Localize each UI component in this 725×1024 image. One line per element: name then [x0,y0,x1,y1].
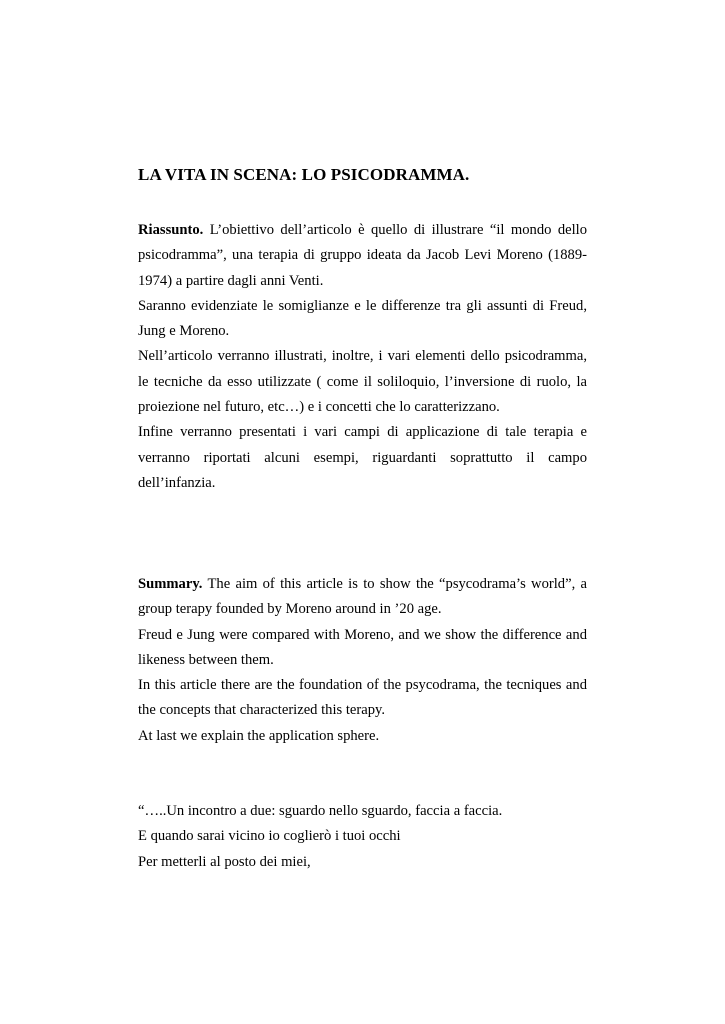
summary-line: At last we explain the application sphere. [138,727,380,744]
poem-line: E quando sarai vicino io coglierò i tuoi occhi [138,828,401,845]
summary-line: the concepts that characterized this terapy. [138,702,386,719]
summary-line: group terapy founded by Moreno around in ’20 age. [138,601,442,618]
article-title: LA VITA IN SCENA: LO PSICODRAMMA. [138,165,470,184]
riassunto-label: Riassunto. [138,222,204,238]
riassunto-line: Nell’articolo verranno illustrati, inoltre, i vari elementi dello psicodramma, [138,348,587,365]
riassunto-line [138,218,587,243]
summary-line: Freud e Jung were compared with Moreno, and we show the difference and [138,626,587,643]
summary-line: In this article there are the foundation of the psycodrama, the tecniques and [138,677,587,694]
summary-section [138,572,587,749]
poem-line: “…..Un incontro a due: sguardo nello sguardo, faccia a faccia. [138,803,503,819]
riassunto-line: 1974) a partire dagli anni Venti. [138,272,324,289]
riassunto-line: proiezione nel futuro, etc…) e i concetti che lo caratterizzano. [138,399,500,416]
riassunto-line: Infine verranno presentati i vari campi di applicazione di tale terapia e [138,424,587,441]
riassunto-line: psicodramma”, una terapia di gruppo ideata da Jacob Levi Moreno (1889- [138,247,587,264]
riassunto-line: Saranno evidenziate le somiglianze e le differenze tra gli assunti di Freud, [138,297,587,314]
riassunto-section [138,218,587,496]
summary-label: Summary. [138,576,203,592]
poem-line: Per metterli al posto dei miei, [138,853,311,870]
riassunto-line: Jung e Moreno. [138,323,230,340]
riassunto-line: verranno riportati alcuni esempi, riguardanti soprattutto il campo [138,449,587,466]
summary-line-text: The aim of this article is to show the “psycodrama’s world”, a [202,576,587,592]
riassunto-line: dell’infanzia. [138,474,216,491]
riassunto-line-text: L’obiettivo dell’articolo è quello di illustrare “il mondo dello [203,222,587,238]
riassunto-line: le tecniche da esso utilizzate ( come il soliloquio, l’inversione di ruolo, la [138,373,587,390]
summary-line [138,572,587,597]
summary-line: likeness between them. [138,651,274,668]
poem-section [138,799,587,875]
